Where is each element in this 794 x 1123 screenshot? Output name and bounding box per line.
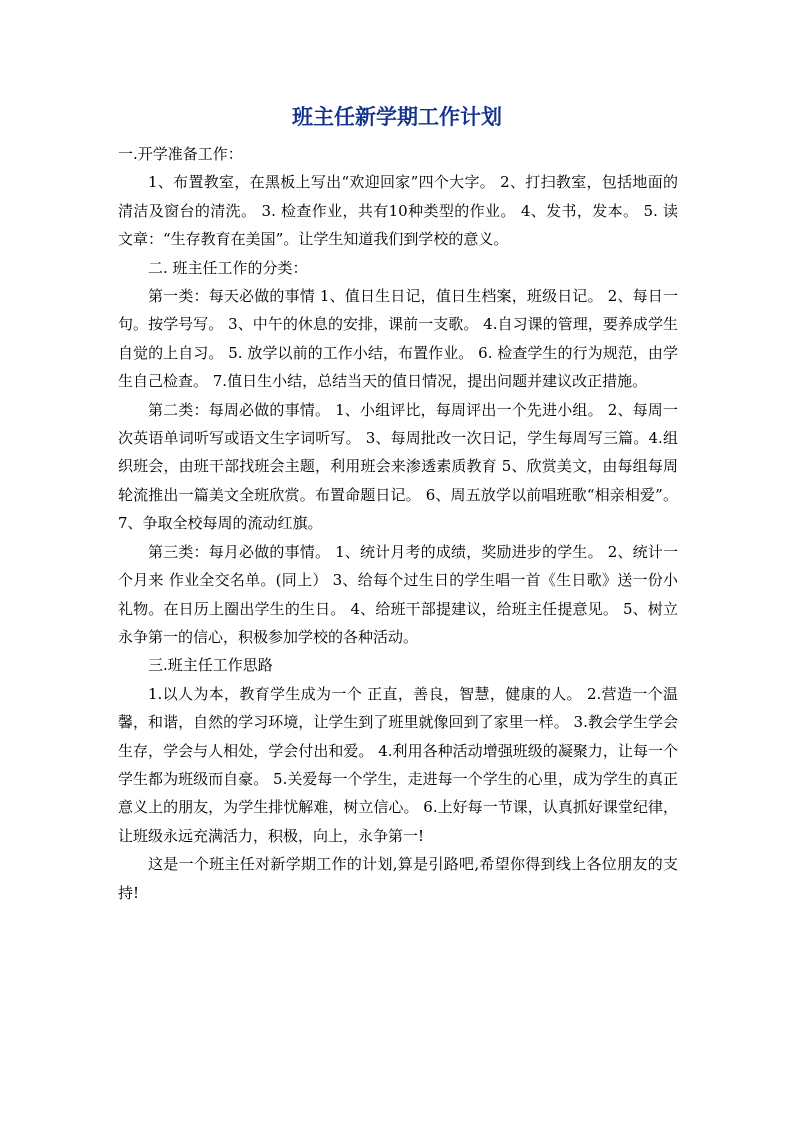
document-body bbox=[118, 140, 678, 907]
document-title: 班主任新学期工作计划 bbox=[292, 104, 502, 129]
paragraph-weekly-tasks: 第二类：每周必做的事情。 1、小组评比，每周评出一个先进小组。 2、每周一次英语单词听写或语文生字词听写。 3、每周批改一次日记，学生每周写三篇。4.组织班会，由班干部找班会主题，利用班会来渗透素质教育 5、欣赏美文，由每组每周轮流推出一篇美文全班欣赏。布置命题日记。 6、周五放学以前唱班歌“相亲相爱”。 7、争取全校每周的流动红旗。 bbox=[118, 400, 678, 533]
section-heading-classification: 二. 班主任工作的分类： bbox=[148, 258, 308, 277]
section-heading-preparation: 一.开学准备工作： bbox=[118, 145, 243, 163]
paragraph-daily-tasks: 第一类：每天必做的事情 1、值日生日记，值日生档案，班级日记。 2、每日一句。按学号写。 3、中午的休息的安排，课前一支歌。 4.自习课的管理，要养成学生自觉的上自习。 5. 放学以前的工作小结，布置作业。 6. 检查学生的行为规范，由学生自己检查。 7.值日生小结，总结当天的值日情况，提出问题并建议改正措施。 bbox=[118, 287, 678, 391]
paragraph-approach: 1.以人为本，教育学生成为一个 正直，善良，智慧，健康的人。 2.营造一个温馨，和谐，自然的学习环境，让学生到了班里就像回到了家里一样。 3.教会学生学会生存，学会与人相处，学会付出和爱。 4.利用各种活动增强班级的凝聚力，让每一个学生都为班级而自豪。 5.关爱每一个学生，走进每一个学生的心里，成为学生的真正意义上的朋友，为学生排忧解难，树立信心。 6.上好每一节课，认真抓好课堂纪律，让班级永远充满活力，积极，向上，永争第一! bbox=[118, 684, 678, 845]
section-heading-approach: 三.班主任工作思路 bbox=[148, 656, 273, 675]
paragraph-preparation-tasks: 1、布置教室，在黑板上写出“欢迎回家”四个大字。 2、打扫教室，包括地面的清洁及窗台的清洗。 3. 检查作业，共有10种类型的作业。 4、发书，发本。 5. 读文章：“生存教育在美国”。让学生知道我们到学校的意义。 bbox=[118, 173, 678, 249]
paragraph-closing: 这是一个班主任对新学期工作的计划,算是引路吧,希望你得到线上各位朋友的支持! bbox=[118, 855, 678, 902]
paragraph-monthly-tasks: 第三类：每月必做的事情。 1、统计月考的成绩，奖励进步的学生。 2、统计一个月来 作业全交名单。(同上） 3、给每个过生日的学生唱一首《生日歌》送一份小礼物。在日历上圈出学生的生日。 4、给班干部提建议，给班主任提意见。 5、树立永争第一的信心，积极参加学校的各种活动。 bbox=[118, 542, 678, 646]
